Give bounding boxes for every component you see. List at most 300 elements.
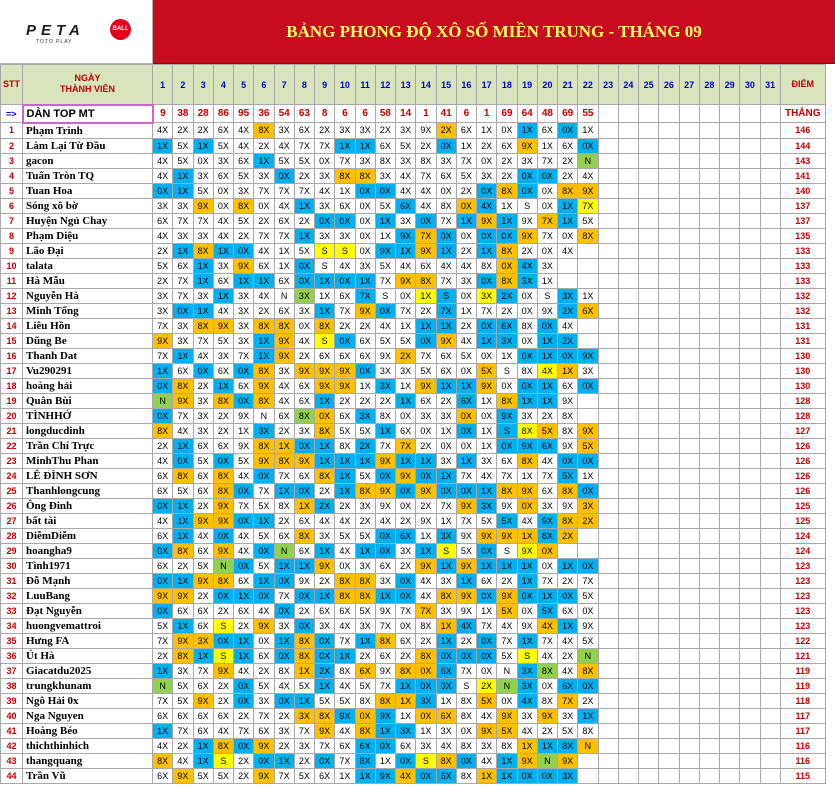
result-cell: 2X [456,243,476,258]
result-cell: 3X [416,408,436,423]
result-cell: S [213,648,233,663]
result-cell: 1X [537,588,557,603]
result-cell [598,498,618,513]
member-name: Huyện Ngủ Chay [23,213,153,228]
result-cell: 3X [396,723,416,738]
member-row [1,678,826,693]
result-cell: 1X [477,483,497,498]
result-cell: 4X [517,693,537,708]
result-cell [740,273,760,288]
result-cell: 9X [477,723,497,738]
result-cell [740,483,760,498]
result-cell: 0X [517,588,537,603]
result-cell: 6X [355,738,375,753]
dan-top-value: 14 [396,105,416,123]
result-cell: 7X [456,513,476,528]
result-cell: 6X [254,258,274,273]
result-cell [720,738,740,753]
result-cell: 9X [173,768,193,783]
result-cell [618,168,638,183]
result-cell [659,468,679,483]
dan-top-value: 86 [213,105,233,123]
result-cell [760,633,780,648]
result-cell: 3X [436,603,456,618]
result-cell: 6X [213,168,233,183]
result-cell: 3X [355,618,375,633]
result-cell [760,753,780,768]
result-cell: 8X [416,648,436,663]
result-cell: 4X [254,288,274,303]
result-cell: 0X [537,768,557,783]
result-cell [598,423,618,438]
result-cell: 9X [335,708,355,723]
result-cell [760,123,780,139]
result-cell: 4X [234,468,254,483]
member-stt: 18 [1,378,23,393]
result-cell: 7X [274,468,294,483]
result-cell [659,288,679,303]
result-cell: 9X [517,618,537,633]
result-cell: 0X [477,588,497,603]
result-cell [760,348,780,363]
result-cell: 9X [558,498,578,513]
result-cell: 6X [315,348,335,363]
title-bar [0,0,835,64]
result-cell [760,228,780,243]
result-cell: 2X [396,558,416,573]
result-cell [740,543,760,558]
result-cell: 1X [456,213,476,228]
result-cell: 1X [355,138,375,153]
result-cell: 4X [274,138,294,153]
result-cell: 3X [234,303,254,318]
result-cell: 1X [173,183,193,198]
result-cell: 7X [497,468,517,483]
day-header-12: 12 [375,65,395,105]
result-cell: 4X [153,513,173,528]
result-cell: 4X [213,213,233,228]
result-cell: 7X [254,708,274,723]
result-cell: 3X [375,168,395,183]
result-cell [598,708,618,723]
result-cell: 1X [517,558,537,573]
result-cell: 8X [213,468,233,483]
member-score: 122 [780,633,825,648]
result-cell: 0X [416,768,436,783]
result-cell: 9X [375,348,395,363]
result-cell: 0X [578,483,598,498]
result-cell: 0X [213,183,233,198]
result-cell: 0X [517,168,537,183]
result-cell [578,768,598,783]
result-cell [699,318,719,333]
result-cell: 9X [477,213,497,228]
column-header-member [23,65,153,105]
result-cell [740,753,760,768]
result-cell: 3X [173,198,193,213]
result-cell: 1X [375,723,395,738]
result-cell: 9X [497,498,517,513]
result-cell: 9X [274,348,294,363]
result-cell: 8X [375,153,395,168]
dan-top-value [760,105,780,123]
result-cell [618,378,638,393]
result-cell: 7X [456,468,476,483]
dan-top-value: 36 [254,105,274,123]
result-cell [659,663,679,678]
result-cell: 8X [477,258,497,273]
member-name: Hà Mẫu [23,273,153,288]
result-cell: 3X [436,153,456,168]
result-cell: N [153,678,173,693]
result-cell: 2X [558,303,578,318]
result-cell [598,348,618,363]
result-cell: 6X [558,378,578,393]
result-cell: 9X [558,753,578,768]
result-cell [618,123,638,139]
result-cell [760,528,780,543]
result-cell: 1X [416,288,436,303]
member-score: 125 [780,513,825,528]
result-cell: 2X [436,393,456,408]
result-cell: 1X [254,273,274,288]
result-cell: S [517,648,537,663]
dan-top-value: 9 [153,105,173,123]
result-cell [618,678,638,693]
result-cell: 0X [537,183,557,198]
result-cell: 3X [294,738,314,753]
result-cell [679,618,699,633]
result-cell: 1X [315,588,335,603]
result-cell: 4X [517,513,537,528]
result-cell: 6X [537,483,557,498]
result-cell: 6X [294,513,314,528]
result-cell: 0X [436,183,456,198]
result-cell: 6X [456,393,476,408]
member-row [1,333,826,348]
result-cell: 3X [173,663,193,678]
result-cell: 4X [558,663,578,678]
result-cell: 4X [558,318,578,333]
result-cell: 9X [375,708,395,723]
result-cell: 4X [456,618,476,633]
result-cell: 0X [234,738,254,753]
result-cell: 2X [193,588,213,603]
member-score: 131 [780,318,825,333]
result-cell: 3X [274,723,294,738]
result-cell: 3X [213,348,233,363]
result-cell [679,708,699,723]
result-cell: 2X [315,123,335,139]
result-cell: 5X [213,138,233,153]
result-cell: 0X [456,753,476,768]
result-cell [720,528,740,543]
result-cell [679,483,699,498]
result-cell [740,513,760,528]
result-cell [598,528,618,543]
result-cell [740,228,760,243]
member-stt: 12 [1,288,23,303]
result-cell: 0X [213,528,233,543]
result-cell: 0X [396,618,416,633]
result-cell: 8X [153,423,173,438]
result-cell: S [375,288,395,303]
result-cell: 1X [396,693,416,708]
result-cell [659,213,679,228]
result-cell: 7X [578,198,598,213]
result-cell: 3X [578,498,598,513]
result-cell [618,348,638,363]
result-cell: 5X [173,483,193,498]
result-cell [639,363,659,378]
result-cell [720,228,740,243]
result-cell [618,633,638,648]
result-cell: 4X [416,183,436,198]
result-cell: 8X [416,273,436,288]
result-cell [699,258,719,273]
member-score: 126 [780,468,825,483]
result-cell: 5X [355,423,375,438]
member-score: 130 [780,348,825,363]
result-cell: 1X [436,633,456,648]
result-cell: 1X [517,738,537,753]
member-stt: 35 [1,633,23,648]
result-cell: 5X [477,513,497,528]
result-cell: 9X [213,318,233,333]
result-cell: 3X [355,408,375,423]
result-cell: 9X [558,393,578,408]
result-cell: 6X [396,198,416,213]
result-cell: 7X [193,663,213,678]
result-cell: 0X [254,633,274,648]
result-cell [679,753,699,768]
result-cell: N [578,738,598,753]
result-cell: 2X [254,213,274,228]
result-cell: 0X [416,708,436,723]
result-cell [720,168,740,183]
result-cell: 1X [375,213,395,228]
result-cell: 9X [517,213,537,228]
member-name: Ông Đinh [23,498,153,513]
result-cell: 1X [497,768,517,783]
result-cell [639,513,659,528]
result-cell: 9X [274,333,294,348]
column-header-score: ĐIỂM [780,65,825,105]
result-cell: 8X [537,528,557,543]
dan-top-value: 1 [416,105,436,123]
result-cell [699,243,719,258]
result-cell: 1X [193,273,213,288]
result-cell [639,543,659,558]
result-cell: 0X [274,648,294,663]
result-cell: 7X [436,303,456,318]
member-row [1,603,826,618]
logo-ball-icon [110,19,131,40]
result-cell [760,333,780,348]
result-cell: 6X [274,303,294,318]
result-cell: 3X [396,213,416,228]
result-cell: 9X [294,363,314,378]
result-cell: 0X [173,303,193,318]
result-cell: 8X [456,708,476,723]
result-cell: S [335,243,355,258]
result-cell: 1X [416,453,436,468]
result-cell: 2X [193,378,213,393]
result-cell [679,423,699,438]
member-score: 121 [780,648,825,663]
result-cell [659,198,679,213]
result-cell: 1X [173,513,193,528]
result-cell: 9X [254,378,274,393]
result-cell: 2X [274,513,294,528]
member-stt: 15 [1,333,23,348]
page-title: BẢNG PHONG ĐỘ XÔ SỐ MIỀN TRUNG - THÁNG 09 [286,22,702,41]
result-cell: 0X [355,198,375,213]
result-cell: 5X [213,768,233,783]
result-cell: 1X [396,378,416,393]
result-cell: 5X [335,528,355,543]
result-cell: 9X [517,543,537,558]
result-cell: 6X [355,663,375,678]
result-cell: 3X [315,228,335,243]
result-cell: 1X [193,648,213,663]
member-name: Phạm Diệu [23,228,153,243]
result-cell [740,138,760,153]
result-cell: 7X [274,768,294,783]
result-cell: 4X [335,723,355,738]
dan-top-value: 48 [537,105,557,123]
result-cell: 6X [274,528,294,543]
result-cell: 7X [193,333,213,348]
result-cell: 1X [213,243,233,258]
result-cell: 8X [537,663,557,678]
result-cell [740,348,760,363]
result-cell [760,468,780,483]
result-cell: 0X [416,333,436,348]
result-cell [679,498,699,513]
result-cell: 1X [537,273,557,288]
result-cell: 1X [578,123,598,139]
result-cell [618,363,638,378]
result-cell: 1X [294,558,314,573]
result-cell: 8X [436,198,456,213]
member-score: 116 [780,753,825,768]
member-stt: 40 [1,708,23,723]
result-cell [720,408,740,423]
result-cell [639,288,659,303]
result-cell [639,528,659,543]
member-name: Giacatdu2025 [23,663,153,678]
result-cell: 3X [375,573,395,588]
result-cell: 3X [153,288,173,303]
result-cell: 6X [153,708,173,723]
result-cell: 1X [173,438,193,453]
result-cell [639,168,659,183]
result-cell: 9X [254,618,274,633]
result-cell [679,663,699,678]
result-cell [699,273,719,288]
member-row [1,588,826,603]
dan-top-value [720,105,740,123]
result-cell: 2X [294,213,314,228]
result-cell: 1X [436,378,456,393]
result-cell: 0X [213,198,233,213]
result-cell: N [254,408,274,423]
result-cell: 3X [355,153,375,168]
dan-top-value: 28 [193,105,213,123]
result-cell [659,333,679,348]
member-score: 115 [780,768,825,783]
result-cell: 3X [153,198,173,213]
result-cell: 6X [234,153,254,168]
result-cell [618,243,638,258]
result-cell: 7X [173,273,193,288]
result-cell: 8X [274,498,294,513]
result-cell: 5X [153,618,173,633]
result-cell [659,678,679,693]
result-cell [760,318,780,333]
result-cell: 1X [416,318,436,333]
day-header-11: 11 [355,65,375,105]
result-cell [618,618,638,633]
result-cell [679,153,699,168]
result-cell: 1X [396,453,416,468]
result-cell: 1X [234,633,254,648]
result-cell: 2X [497,573,517,588]
result-cell: 0X [355,183,375,198]
result-cell: S [497,363,517,378]
member-score: 137 [780,213,825,228]
result-cell: 0X [294,318,314,333]
result-cell [760,303,780,318]
result-cell [639,498,659,513]
result-cell [720,288,740,303]
result-cell: 6X [294,543,314,558]
result-cell [639,633,659,648]
result-cell: 0X [416,423,436,438]
result-cell [679,678,699,693]
member-stt: 9 [1,243,23,258]
result-cell: 3X [517,663,537,678]
result-cell [740,678,760,693]
result-cell: 7X [537,213,557,228]
result-cell: 6X [396,423,416,438]
result-cell: 9X [254,768,274,783]
result-cell: 7X [173,723,193,738]
result-cell: 2X [355,648,375,663]
result-cell [740,363,760,378]
result-cell: 0X [477,663,497,678]
result-cell: 8X [173,378,193,393]
result-cell [659,618,679,633]
result-cell: 3X [234,318,254,333]
result-cell: 4X [274,198,294,213]
result-cell: 3X [193,408,213,423]
result-cell: 2X [416,303,436,318]
result-cell: 6X [375,138,395,153]
result-cell: 1X [355,543,375,558]
result-cell: 5X [193,183,213,198]
result-cell [740,723,760,738]
member-name: DiễmDiễm [23,528,153,543]
result-cell: 9X [193,513,213,528]
result-cell [639,408,659,423]
result-cell: 4X [234,123,254,139]
result-cell: 9X [193,198,213,213]
result-cell: 9X [375,768,395,783]
result-cell: 8X [173,543,193,558]
result-cell [639,393,659,408]
